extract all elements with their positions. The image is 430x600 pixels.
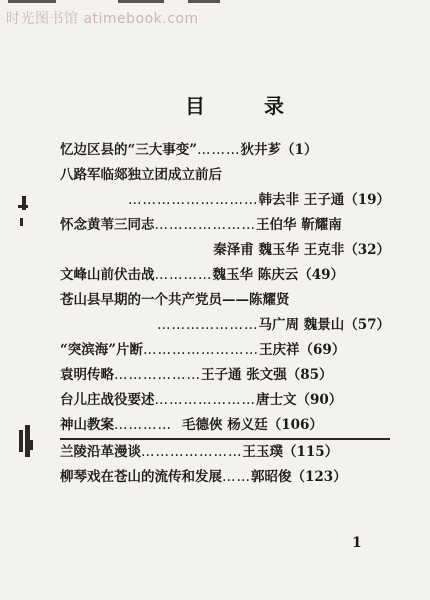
entry-page: 106 [281,417,310,433]
table-of-contents [60,138,390,490]
entry-title: “突滨海”片断 [60,342,144,358]
entry-page: 19 [357,192,377,208]
watermark: 时光图书馆 atimebook.com [6,11,199,27]
entry-title: 怀念黄苇三同志 [60,217,155,233]
margin-mark [19,430,23,452]
entry-authors: 秦泽甫 魏玉华 王克非 [213,242,345,258]
entry-page: 69 [313,342,332,358]
top-decoration-bar [118,0,164,3]
entry-authors: 郭昭俊 [251,469,292,485]
entry-authors: 王子通 张文强 [201,367,287,383]
toc-entry[interactable]: 柳琴戏在苍山的流传和发展……郭昭俊（123） [60,469,347,485]
leader-dots: ……… [197,142,241,158]
entry-page: 49 [311,267,331,283]
leader-dots: ……………… [114,367,201,383]
entry-page: 1 [294,142,304,158]
entry-page: 85 [300,367,319,383]
entry-page: 123 [305,469,334,485]
entry-title: 忆边区县的“三大事变” [60,142,198,158]
leader-dots: ……………………… [128,192,259,208]
toc-entry-continued[interactable]: …………………马广周 魏景山（57） [157,317,390,333]
leader-dots: ………………… [141,444,243,460]
toc-entry-continued[interactable]: 秦泽甫 魏玉华 王克非（32） [213,242,390,258]
page-number: 1 [352,535,362,551]
entry-title: 柳琴戏在苍山的流传和发展 [60,469,222,485]
entry-authors: 马广周 魏景山 [258,317,345,333]
entry-title: 苍山县早期的一个共产党员——陈耀贤 [60,292,290,308]
entry-title: 文峰山前伏击战 [60,267,155,283]
top-decoration-bar [188,0,220,3]
leader-dots: ………………… [154,392,256,408]
entry-authors: 唐士文 [256,392,297,408]
margin-mark [18,205,28,208]
leader-dots: …… [222,469,251,485]
entry-title: 台儿庄战役要述 [60,392,155,408]
entry-authors: 毛德俠 杨义廷 [182,417,268,433]
entry-authors: 狄井芗 [240,142,282,158]
toc-entry[interactable]: “突滨海”片断……………………王庆祥（69） [60,342,346,358]
top-decoration-bar [8,0,56,3]
leader-dots: ………… [114,417,172,433]
margin-mark [20,218,23,226]
entry-title: 神山教案 [60,417,114,433]
entry-page: 115 [296,444,325,460]
page-title: 目 录 [185,94,310,118]
entry-authors: 韩去非 王子通 [258,192,345,208]
toc-entry[interactable]: 台儿庄战役要述…………………唐士文（90） [60,392,343,408]
leader-dots: ………………… [157,317,259,333]
toc-entry[interactable]: 袁明传略………………王子通 张文强（85） [60,367,333,383]
entry-title: 袁明传略 [60,367,114,383]
toc-entry[interactable] [60,163,390,188]
entry-authors: 王玉璞 [242,444,283,460]
entry-page: 32 [357,242,377,258]
entry-page: 90 [310,392,329,408]
leader-dots: …………………… [143,342,260,358]
leader-dots: ………… [154,267,213,283]
toc-entry[interactable]: 忆边区县的“三大事变”………狄井芗（1） [60,142,318,158]
toc-entry[interactable] [60,288,390,313]
entry-authors: 魏玉华 陈庆云 [212,267,299,283]
toc-entry-continued[interactable]: ………………………韩去非 王子通（19） [128,192,390,208]
toc-entry[interactable] [60,213,390,238]
toc-entry[interactable]: 兰陵沿革漫谈…………………王玉璞（115） [60,444,339,460]
toc-entry[interactable]: 文峰山前伏击战…………魏玉华 陈庆云（49） [60,267,344,283]
entry-page: 57 [357,317,377,333]
leader-dots: ………………… [154,217,256,233]
entry-title: 八路军临郯独立团成立前后 [60,167,222,183]
entry-authors: 王伯华 靳耀南 [256,217,342,233]
toc-entry[interactable]: 神山教案………… 毛德俠 杨义廷（106） [60,413,390,440]
entry-authors: 王庆祥 [259,342,300,358]
entry-title: 兰陵沿革漫谈 [60,444,141,460]
margin-mark [30,440,33,450]
